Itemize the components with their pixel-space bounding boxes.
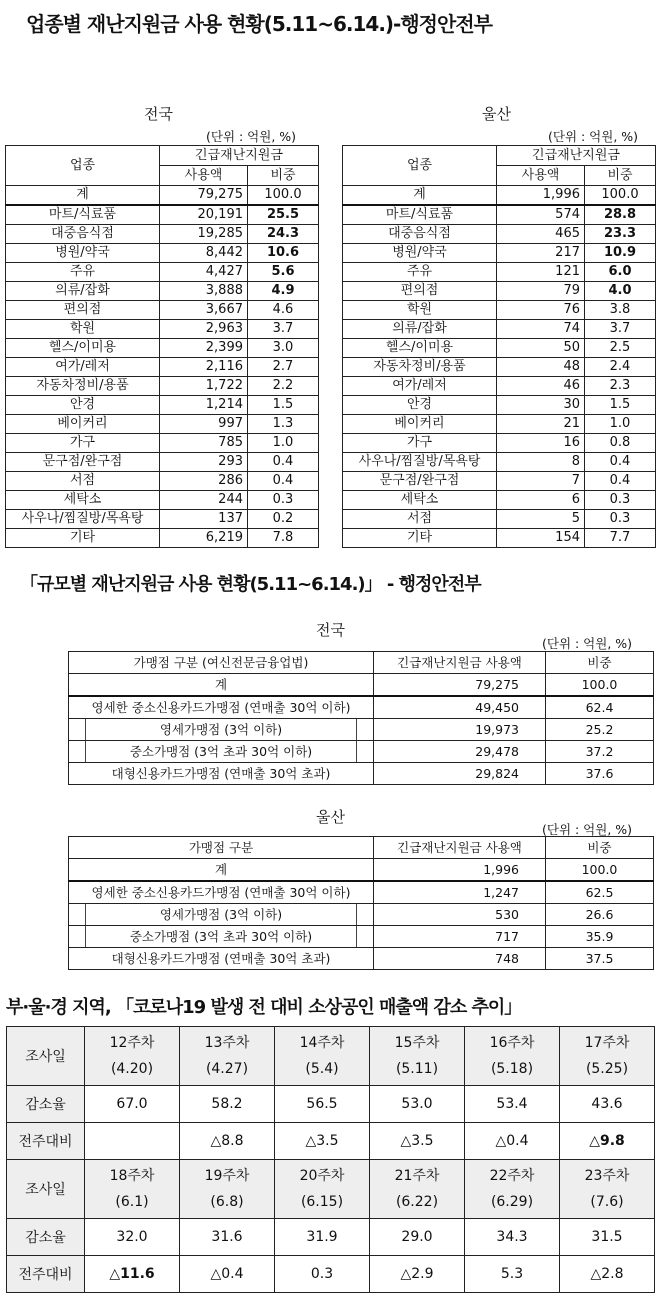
week-label: 13주차	[204, 1035, 250, 1051]
amount-cell: 244	[160, 491, 248, 510]
date-label-cell: 조사일	[7, 1027, 85, 1086]
amount-cell: 74	[497, 320, 585, 339]
size-ulsan-label: 울산	[316, 808, 345, 826]
merchant-type-cell: 계	[69, 859, 374, 882]
col-share-header: 비중	[248, 166, 319, 186]
col-group-header: 긴급재난지원금	[497, 146, 656, 166]
industry-name-cell: 자동차정비/용품	[6, 377, 160, 396]
week-header-cell	[465, 1160, 560, 1219]
rate-label-cell: 감소율	[7, 1086, 85, 1123]
wow-label-cell: 전주대비	[7, 1256, 85, 1293]
share-cell: 2.2	[248, 377, 319, 396]
industry-name-cell: 사우나/찜질방/목욕탕	[6, 510, 160, 529]
industry-name-cell: 서점	[343, 510, 497, 529]
share-cell: 7.8	[248, 529, 319, 548]
amount-cell: 29,824	[374, 763, 546, 785]
col-amount-header: 긴급재난지원금 사용액	[374, 652, 546, 674]
share-cell: 26.6	[546, 904, 654, 926]
share-cell: 37.6	[546, 763, 654, 785]
week-label: 12주차	[109, 1035, 155, 1051]
amount-cell: 997	[160, 415, 248, 434]
table-row	[6, 529, 319, 548]
industry-ulsan-label: 울산	[482, 105, 511, 123]
table-row	[6, 339, 319, 358]
share-cell: 6.0	[585, 263, 656, 282]
table-row	[343, 510, 656, 529]
industry-name-cell: 마트/식료품	[6, 205, 160, 225]
amount-cell: 50	[497, 339, 585, 358]
share-cell: 0.8	[585, 434, 656, 453]
col-share-header: 비중	[585, 166, 656, 186]
table-row	[343, 225, 656, 244]
amount-cell: 76	[497, 301, 585, 320]
merchant-type-cell: 대형신용카드가맹점 (연매출 30억 초과)	[69, 763, 374, 785]
col-amount-header: 사용액	[497, 166, 585, 186]
wow-cell: △2.9	[370, 1256, 465, 1293]
date-row	[7, 1160, 655, 1219]
industry-name-cell: 헬스/이미용	[6, 339, 160, 358]
col-share-header: 비중	[546, 837, 654, 859]
rate-cell: 53.0	[370, 1086, 465, 1123]
industry-name-cell: 자동차정비/용품	[343, 358, 497, 377]
rate-cell: 31.6	[180, 1219, 275, 1256]
week-header-cell	[370, 1160, 465, 1219]
amount-cell: 574	[497, 205, 585, 225]
share-cell: 2.4	[585, 358, 656, 377]
share-cell: 1.5	[248, 396, 319, 415]
amount-cell: 1,996	[374, 859, 546, 882]
col-share-header: 비중	[546, 652, 654, 674]
merchant-type-cell: 계	[69, 674, 374, 697]
table-row	[343, 377, 656, 396]
industry-name-cell: 베이커리	[343, 415, 497, 434]
col-type-header: 가맹점 구분 (여신전문금융업법)	[69, 652, 374, 674]
table-row	[6, 453, 319, 472]
table-row	[6, 415, 319, 434]
amount-cell: 4,427	[160, 263, 248, 282]
week-date: (6.29)	[490, 1194, 534, 1210]
week-header-cell	[560, 1160, 655, 1219]
table-row	[69, 696, 654, 719]
amount-cell: 2,963	[160, 320, 248, 339]
week-label: 17주차	[584, 1035, 630, 1051]
week-date: (4.20)	[110, 1061, 154, 1077]
table-row	[343, 301, 656, 320]
wow-cell: △11.6	[85, 1256, 180, 1293]
share-cell: 25.5	[248, 205, 319, 225]
merchant-type-label: 중소가맹점 (3억 초과 30억 이하)	[85, 926, 357, 947]
merchant-type-cell	[69, 926, 374, 948]
table-row	[6, 263, 319, 282]
table-row	[343, 263, 656, 282]
wow-row	[7, 1256, 655, 1293]
industry-name-cell: 병원/약국	[343, 244, 497, 263]
total-row	[343, 186, 656, 206]
amount-cell: 8	[497, 453, 585, 472]
trend-section-title: 부·울·경 지역, 「코로나19 발생 전 대비 소상공인 매출액 감소 추이」	[6, 997, 522, 1018]
industry-name-cell: 의류/잡화	[6, 282, 160, 301]
merchant-type-label: 중소가맹점 (3억 초과 30억 이하)	[85, 741, 357, 762]
wow-cell: △0.4	[465, 1123, 560, 1160]
table-row	[343, 529, 656, 548]
amount-cell: 46	[497, 377, 585, 396]
share-cell: 23.3	[585, 225, 656, 244]
share-cell: 62.4	[546, 696, 654, 719]
share-cell: 0.4	[585, 472, 656, 491]
share-cell: 4.0	[585, 282, 656, 301]
amount-cell: 6	[497, 491, 585, 510]
rate-cell: 31.9	[275, 1219, 370, 1256]
size-national-table	[68, 651, 654, 785]
col-amount-header: 사용액	[160, 166, 248, 186]
table-row	[6, 510, 319, 529]
table-row	[6, 225, 319, 244]
rate-cell: 43.6	[560, 1086, 655, 1123]
amount-cell: 8,442	[160, 244, 248, 263]
industry-name-cell: 문구점/완구점	[343, 472, 497, 491]
week-date: (5.25)	[585, 1061, 629, 1077]
amount-cell: 79,275	[160, 186, 248, 206]
amount-cell: 30	[497, 396, 585, 415]
amount-cell: 1,247	[374, 881, 546, 904]
rate-cell: 67.0	[85, 1086, 180, 1123]
share-cell: 4.6	[248, 301, 319, 320]
share-cell: 5.6	[248, 263, 319, 282]
table-row	[6, 358, 319, 377]
table-row	[343, 453, 656, 472]
rate-cell: 34.3	[465, 1219, 560, 1256]
amount-cell: 7	[497, 472, 585, 491]
table-row	[343, 415, 656, 434]
industry-ulsan-unit: (단위 : 억원, %)	[548, 129, 639, 144]
week-header-cell	[370, 1027, 465, 1086]
amount-cell: 20,191	[160, 205, 248, 225]
amount-cell: 293	[160, 453, 248, 472]
amount-cell: 2,399	[160, 339, 248, 358]
size-national-label: 전국	[316, 621, 345, 639]
amount-cell: 785	[160, 434, 248, 453]
week-label: 23주차	[584, 1168, 630, 1184]
industry-name-cell: 마트/식료품	[343, 205, 497, 225]
rate-cell: 29.0	[370, 1219, 465, 1256]
industry-name-cell: 세탁소	[6, 491, 160, 510]
week-label: 22주차	[489, 1168, 535, 1184]
wow-cell: △2.8	[560, 1256, 655, 1293]
week-date: (7.6)	[590, 1194, 624, 1210]
amount-cell: 286	[160, 472, 248, 491]
week-label: 19주차	[204, 1168, 250, 1184]
table-row	[6, 301, 319, 320]
week-header-cell	[180, 1027, 275, 1086]
merchant-type-cell	[69, 719, 374, 741]
table-row	[343, 396, 656, 415]
rate-row	[7, 1219, 655, 1256]
share-cell: 100.0	[546, 674, 654, 697]
table-row	[343, 358, 656, 377]
share-cell: 3.0	[248, 339, 319, 358]
col-type-header: 가맹점 구분	[69, 837, 374, 859]
week-label: 14주차	[299, 1035, 345, 1051]
week-date: (4.27)	[205, 1061, 249, 1077]
industry-name-cell: 서점	[6, 472, 160, 491]
amount-cell: 1,214	[160, 396, 248, 415]
col-industry-header: 업종	[343, 146, 497, 186]
week-label: 18주차	[109, 1168, 155, 1184]
week-date: (5.4)	[305, 1061, 339, 1077]
col-industry-header: 업종	[6, 146, 160, 186]
table-row	[69, 741, 654, 763]
col-group-header: 긴급재난지원금	[160, 146, 319, 166]
share-cell: 0.4	[248, 453, 319, 472]
industry-name-cell: 안경	[6, 396, 160, 415]
table-row	[6, 472, 319, 491]
amount-cell: 121	[497, 263, 585, 282]
industry-name-cell: 여가/레저	[6, 358, 160, 377]
week-label: 20주차	[299, 1168, 345, 1184]
share-cell: 4.9	[248, 282, 319, 301]
table-row	[343, 282, 656, 301]
amount-cell: 16	[497, 434, 585, 453]
industry-ulsan-table	[342, 145, 656, 548]
industry-name-cell: 주유	[343, 263, 497, 282]
wow-row	[7, 1123, 655, 1160]
share-cell: 1.0	[585, 415, 656, 434]
table-row	[343, 339, 656, 358]
industry-name-cell: 문구점/완구점	[6, 453, 160, 472]
industry-name-cell: 여가/레저	[343, 377, 497, 396]
industry-name-cell: 편의점	[343, 282, 497, 301]
table-row	[6, 244, 319, 263]
share-cell: 10.6	[248, 244, 319, 263]
size-national-unit: (단위 : 억원, %)	[542, 636, 633, 651]
share-cell: 100.0	[248, 186, 319, 206]
table-row	[343, 205, 656, 225]
amount-cell: 137	[160, 510, 248, 529]
table-row	[6, 377, 319, 396]
total-row	[69, 674, 654, 697]
share-cell: 28.8	[585, 205, 656, 225]
share-cell: 7.7	[585, 529, 656, 548]
week-label: 15주차	[394, 1035, 440, 1051]
share-cell: 0.4	[585, 453, 656, 472]
share-cell: 0.3	[585, 510, 656, 529]
week-date: (6.8)	[210, 1194, 244, 1210]
size-section-title: 「규모별 재난지원금 사용 현황(5.11~6.14.)」 - 행정안전부	[20, 574, 481, 595]
week-header-cell	[465, 1027, 560, 1086]
amount-cell: 217	[497, 244, 585, 263]
share-cell: 2.3	[585, 377, 656, 396]
amount-cell: 6,219	[160, 529, 248, 548]
wow-cell: △9.8	[560, 1123, 655, 1160]
amount-cell: 19,973	[374, 719, 546, 741]
week-header-cell	[560, 1027, 655, 1086]
share-cell: 37.5	[546, 948, 654, 970]
rate-cell: 56.5	[275, 1086, 370, 1123]
industry-name-cell: 기타	[343, 529, 497, 548]
trend-table	[6, 1026, 655, 1293]
share-cell: 24.3	[248, 225, 319, 244]
table-row	[6, 396, 319, 415]
wow-cell: △0.4	[180, 1256, 275, 1293]
table-row	[69, 948, 654, 970]
share-cell: 62.5	[546, 881, 654, 904]
industry-name-cell: 기타	[6, 529, 160, 548]
total-row	[6, 186, 319, 206]
share-cell: 3.7	[585, 320, 656, 339]
share-cell: 1.5	[585, 396, 656, 415]
rate-cell: 53.4	[465, 1086, 560, 1123]
wow-cell: △3.5	[275, 1123, 370, 1160]
rate-row	[7, 1086, 655, 1123]
amount-cell: 2,116	[160, 358, 248, 377]
week-header-cell	[180, 1160, 275, 1219]
week-date: (5.11)	[395, 1061, 439, 1077]
amount-cell: 19,285	[160, 225, 248, 244]
industry-name-cell: 계	[6, 186, 160, 206]
table-row	[6, 320, 319, 339]
share-cell: 10.9	[585, 244, 656, 263]
share-cell: 0.3	[585, 491, 656, 510]
rate-cell: 58.2	[180, 1086, 275, 1123]
date-row	[7, 1027, 655, 1086]
wow-cell: 5.3	[465, 1256, 560, 1293]
industry-name-cell: 사우나/찜질방/목욕탕	[343, 453, 497, 472]
amount-cell: 3,667	[160, 301, 248, 320]
table-row	[343, 244, 656, 263]
share-cell: 3.8	[585, 301, 656, 320]
table-row	[69, 881, 654, 904]
week-header-cell	[85, 1160, 180, 1219]
week-header-cell	[85, 1027, 180, 1086]
table-row	[343, 434, 656, 453]
table-row	[343, 320, 656, 339]
amount-cell: 465	[497, 225, 585, 244]
table-row	[69, 719, 654, 741]
col-amount-header: 긴급재난지원금 사용액	[374, 837, 546, 859]
date-label-cell: 조사일	[7, 1160, 85, 1219]
industry-name-cell: 학원	[6, 320, 160, 339]
wow-cell: △8.8	[180, 1123, 275, 1160]
industry-name-cell: 가구	[6, 434, 160, 453]
week-date: (6.15)	[300, 1194, 344, 1210]
share-cell: 1.0	[248, 434, 319, 453]
share-cell: 35.9	[546, 926, 654, 948]
merchant-type-label: 영세가맹점 (3억 이하)	[85, 904, 357, 925]
industry-name-cell: 학원	[343, 301, 497, 320]
table-row	[69, 763, 654, 785]
wow-cell	[85, 1123, 180, 1160]
week-date: (6.1)	[115, 1194, 149, 1210]
amount-cell: 154	[497, 529, 585, 548]
share-cell: 0.3	[248, 491, 319, 510]
industry-section-title: 업종별 재난지원금 사용 현황(5.11~6.14.)-행정안전부	[26, 12, 492, 36]
share-cell: 2.5	[585, 339, 656, 358]
amount-cell: 530	[374, 904, 546, 926]
share-cell: 100.0	[546, 859, 654, 882]
wow-cell: △3.5	[370, 1123, 465, 1160]
amount-cell: 717	[374, 926, 546, 948]
table-row	[69, 904, 654, 926]
industry-name-cell: 헬스/이미용	[343, 339, 497, 358]
week-date: (6.22)	[395, 1194, 439, 1210]
week-date: (5.18)	[490, 1061, 534, 1077]
industry-name-cell: 대중음식점	[343, 225, 497, 244]
merchant-type-cell: 영세한 중소신용카드가맹점 (연매출 30억 이하)	[69, 881, 374, 904]
merchant-type-cell	[69, 741, 374, 763]
amount-cell: 1,722	[160, 377, 248, 396]
industry-name-cell: 가구	[343, 434, 497, 453]
size-ulsan-unit: (단위 : 억원, %)	[542, 822, 633, 837]
share-cell: 25.2	[546, 719, 654, 741]
industry-name-cell: 병원/약국	[6, 244, 160, 263]
table-row	[6, 205, 319, 225]
merchant-type-cell	[69, 904, 374, 926]
amount-cell: 3,888	[160, 282, 248, 301]
industry-name-cell: 편의점	[6, 301, 160, 320]
share-cell: 3.7	[248, 320, 319, 339]
share-cell: 0.2	[248, 510, 319, 529]
share-cell: 0.4	[248, 472, 319, 491]
industry-national-label: 전국	[144, 105, 173, 123]
industry-name-cell: 주유	[6, 263, 160, 282]
industry-national-table	[5, 145, 319, 548]
table-row	[343, 472, 656, 491]
merchant-type-cell: 영세한 중소신용카드가맹점 (연매출 30억 이하)	[69, 696, 374, 719]
amount-cell: 48	[497, 358, 585, 377]
industry-name-cell: 대중음식점	[6, 225, 160, 244]
table-row	[6, 434, 319, 453]
amount-cell: 1,996	[497, 186, 585, 206]
share-cell: 100.0	[585, 186, 656, 206]
industry-name-cell: 계	[343, 186, 497, 206]
rate-cell: 31.5	[560, 1219, 655, 1256]
industry-name-cell: 베이커리	[6, 415, 160, 434]
amount-cell: 49,450	[374, 696, 546, 719]
merchant-type-cell: 대형신용카드가맹점 (연매출 30억 초과)	[69, 948, 374, 970]
week-header-cell	[275, 1027, 370, 1086]
size-ulsan-table	[68, 836, 654, 970]
table-row	[6, 282, 319, 301]
amount-cell: 5	[497, 510, 585, 529]
industry-national-unit: (단위 : 억원, %)	[206, 129, 297, 144]
wow-label-cell: 전주대비	[7, 1123, 85, 1160]
amount-cell: 79,275	[374, 674, 546, 697]
week-header-cell	[275, 1160, 370, 1219]
wow-cell: 0.3	[275, 1256, 370, 1293]
amount-cell: 79	[497, 282, 585, 301]
rate-label-cell: 감소율	[7, 1219, 85, 1256]
industry-name-cell: 의류/잡화	[343, 320, 497, 339]
table-row	[69, 926, 654, 948]
rate-cell: 32.0	[85, 1219, 180, 1256]
week-label: 16주차	[489, 1035, 535, 1051]
amount-cell: 748	[374, 948, 546, 970]
industry-name-cell: 세탁소	[343, 491, 497, 510]
share-cell: 1.3	[248, 415, 319, 434]
merchant-type-label: 영세가맹점 (3억 이하)	[85, 719, 357, 740]
amount-cell: 21	[497, 415, 585, 434]
share-cell: 37.2	[546, 741, 654, 763]
table-row	[343, 491, 656, 510]
total-row	[69, 859, 654, 882]
industry-name-cell: 안경	[343, 396, 497, 415]
week-label: 21주차	[394, 1168, 440, 1184]
amount-cell: 29,478	[374, 741, 546, 763]
share-cell: 2.7	[248, 358, 319, 377]
table-row	[6, 491, 319, 510]
